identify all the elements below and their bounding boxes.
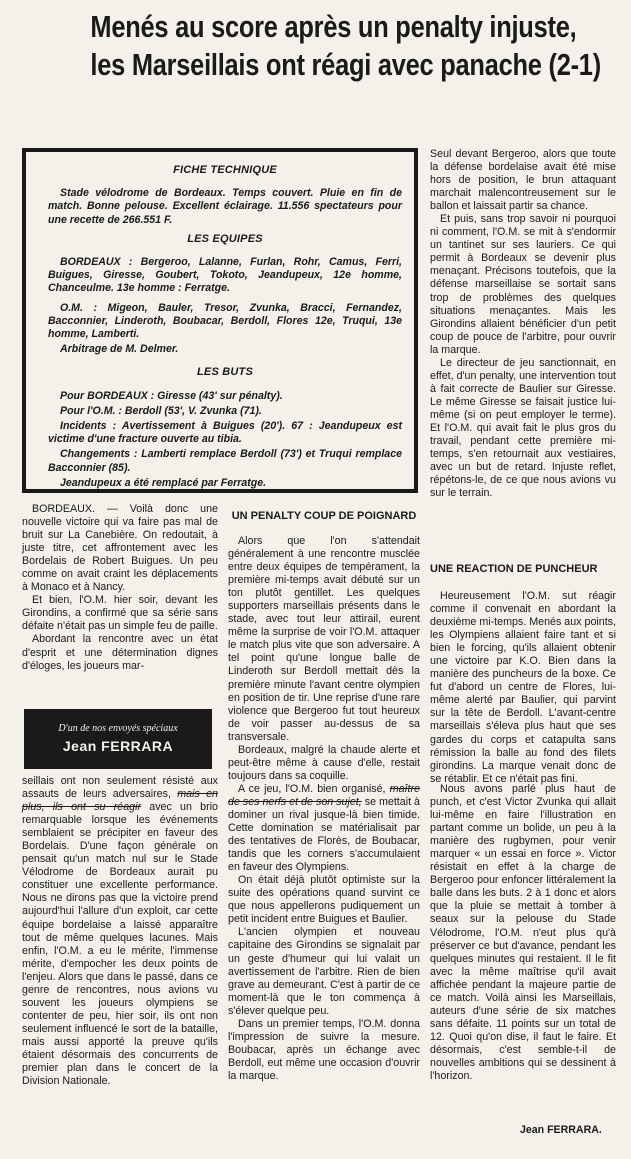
text-run: avec un brio remarquable lorsque les événements semblaient se précipiter en faveur des Bordelais. D'une façon générale on pensait qu'un match nul sur le Stade Vélodrome de Bordeaux aurait pu constituer une excellente performance. Nous ne dirons pas que la victoire prend aujourd'hui l'allure d'un exploit, car cette équipe bordelaise a laissé apparaître tout de même quelques lacunes. Mais enfin, l'O.M. a eu le mérite, l'immense mérite, d'empocher les deux points de l'enjeu. Alors que dans le passé, dans ce genre de rencontres, nous avions vu souvent les joueurs olympiens se contenter de peu, hier soir, ils ont non seulement influencé le sort de la bataille, mais aussi apporté la preuve qu'ils étaient désormais des concurrents de premier plan dans le concert de la Division Nationale. — [22, 801, 218, 1088]
changes: Changements : Lamberti remplace Berdoll (73') et Truqui remplace Bacconnier (85). — [48, 448, 402, 474]
byline-box — [24, 709, 212, 769]
signature: Jean FERRARA. — [520, 1124, 602, 1136]
article-paragraph: BORDEAUX. — Voilà donc une nouvelle victoire qui va faire pas mal de bruit sur La Canebière. On redoutait, à juste titre, cet affrontement avec les Bordelais de Robert Buigues. Un peu comme on avait craint les déplacements à Monaco et à Nancy. — [22, 503, 218, 594]
column-3-bottom — [430, 783, 616, 1083]
column-3-middle — [430, 563, 616, 786]
article-paragraph: Bordeaux, malgré la chaude alerte et peut-être même à cause d'elle, restait toujours dans sa coquille. — [228, 743, 420, 782]
column-1-top — [22, 503, 218, 673]
text-run: se mettait à dominer un rival jusque-là bien timide. Cette domination se matérialisait par des tentatives de Florès, de Boubacar, tandis que les corners s'accumulaient en faveur des Olympiens. — [228, 795, 420, 874]
byline-author: Jean FERRARA — [62, 738, 174, 754]
article-paragraph — [228, 783, 420, 874]
article-paragraph: L'ancien olympien et nouveau capitaine des Girondins se signalait par un geste d'humeur qui lui valait un avertissement de l'arbitre. Rien de bien grave au demeurant. C'est à partir de ce moment-là que le ton commença à s'élever quelque peu. — [228, 926, 420, 1017]
article-paragraph: Seul devant Bergeroo, alors que toute la défense bordelaise avait été mise hors de position, le brun attaquant marchait malencontreusement sur le ballon et laissait partir sa chance. — [430, 148, 616, 213]
column-1-bottom — [22, 775, 218, 1088]
teams-title: LES EQUIPES — [187, 232, 263, 245]
article-paragraph: Heureusement l'O.M. sut réagir comme il convenait en abordant la deuxième mi-temps. Menés aux points, les Olympiens allaient faire tant et si bien le forcing, qu'ils allaient obtenir une victoire par K.O. Bien dans la manière des puncheurs de la boxe. Ce fut d'abord un centre de Flores, lui-même alerté par Baulier, qui parvint sur la tête de Berdoll. L'avant-centre marseillais s'éleva plus haut que ses gardes du corps et catapulta sans rémission la balle au fond des filets girondins. La marque venait donc de se rétablir. Et ce n'était pas fini. — [430, 590, 616, 785]
column-3-top — [430, 148, 616, 500]
struck-text: mais en plus, ils ont su réagir — [22, 788, 218, 814]
headline — [90, 8, 601, 84]
article-paragraph: Le directeur de jeu sanctionnait, en effet, d'un penalty, une intervention tout à fait correcte de Baulier sur Giresse. Le même Giresse se faisait justice lui-même (si on peut employer le terme). Et l'O.M. qui avait fait le plus gros du travail, pendant cette première mi-temps, s'en retournait aux vestiaires, avec un but de retard. Injuste reflet, répétons-le, de ce que nous avions vu sur le terrain. — [430, 356, 616, 500]
replacement-note: Jeandupeux a été remplacé par Ferratge. — [60, 476, 267, 489]
headline-line-1: Menés au score après un penalty injuste, — [90, 9, 577, 44]
byline-caption: D'un de nos envoyés spéciaux — [58, 723, 178, 734]
article-paragraph — [22, 775, 218, 1088]
fiche-title: FICHE TECHNIQUE — [173, 164, 277, 176]
article-paragraph: Et puis, sans trop savoir ni pourquoi ni comment, l'O.M. se mit à s'endormir un tantinet sur ses lauriers. Ce qui permit à Bordeaux se devenir plus menaçant. Précisons toutefois, que la défense marseillaise se sortait sans trop de problèmes des quelques situations menaçantes. Mais les Girondins allaient bénéficier d'un petit coup de pouce de l'arbitre, pour ouvrir la marque. — [430, 213, 616, 356]
article-paragraph: Dans un premier temps, l'O.M. donna l'impression de suivre la mesure. Boubacar, après un échange avec Berdoll, eut même une occasion d'ouvrir la marque. — [228, 1017, 420, 1082]
struck-text: maître de ses nerfs et de son sujet, — [228, 782, 420, 808]
incidents: Incidents : Avertissement à Buigues (20'). 67 : Jeandupeux est victime d'une fracture ouverte au tibia. — [48, 420, 402, 446]
headline-line-2: les Marseillais ont réagi avec panache (2-1) — [90, 47, 601, 82]
goals-title: LES BUTS — [197, 366, 253, 379]
goals-om: Pour l'O.M. : Berdoll (53', V. Zvunka (71). — [60, 404, 262, 417]
article-paragraph: Alors que l'on s'attendait généralement à une rencontre musclée entre deux équipes de tempérament, la première mi-temps avait débuté sur un ton plutôt gentillet. Les quelques supporters marseillais présents dans le stade, avec tout leur attirail, eurent même la surprise de voir l'O.M. attaquer le match plus vite que son adversaire. A tel point qu'une longue balle de Linderoth sur Berdoll mettait dès la première minute l'avant centre olympien en position de tir. Une reprise d'une rare violence que Bergeroo fut tout heureux de voir passer au-dessus de sa transversale. — [228, 535, 420, 743]
subhead-reaction: UNE REACTION DE PUNCHEUR — [430, 563, 598, 575]
team-bordeaux: BORDEAUX : Bergeroo, Lalanne, Furlan, Rohr, Camus, Ferri, Buigues, Giresse, Goubert, Tokoto, Jeandupeux, 12e homme, Chanceulme. 13e homme : Ferratge. — [48, 256, 402, 295]
referee: Arbitrage de M. Delmer. — [60, 343, 179, 356]
goals-bordeaux: Pour BORDEAUX : Giresse (43' sur pénalty). — [60, 389, 283, 402]
article-paragraph: On était déjà plutôt optimiste sur la suite des opérations quand survint ce que nous appellerons pudiquement un petit incident entre Buigues et Baulier. — [228, 874, 420, 926]
team-om: O.M. : Migeon, Bauler, Tresor, Zvunka, Bracci, Fernandez, Bacconnier, Linderoth, Boubacar, Berdoll, Flores 12e, Truqui, 13e homme, Lamberti. — [48, 301, 402, 341]
article-paragraph: Abordant la rencontre avec un état d'esprit et une détermination dignes d'éloges, les joueurs mar- — [22, 633, 218, 672]
text-run: A ce jeu, l'O.M. bien organisé, — [238, 782, 386, 795]
column-2 — [228, 510, 420, 1083]
article-paragraph: Et bien, l'O.M. hier soir, devant les Girondins, a confirmé que sa série sans défaite n'était pas un simple feu de paille. — [22, 594, 218, 633]
article-paragraph: Nous avons parlé plus haut de punch, et c'est Victor Zvunka qui allait lui-même en faire l'illustration en partant comme un bolide, un peu à la manière des rugbymen, pour venir marquer « un essai en force ». Victor résistait en effet à la charge de Bergeroo pour enfoncer littéralement la balle dans les buts. 2 à 1 donc et alors que la pluie se mettait à tomber à seaux sur la pelouse du Stade Vélodrome, l'O.M. n'eut plus qu'à préserver ce but d'avance, pendant les quelques minutes qui restaient. Il le fit avec la même maîtrise qu'il avait affichée pendant la majeure partie de ce match. Voilà ainsi les Marseillais, auteurs d'une série de six matches sans défaite. 11 points sur un total de 12. Quoi qu'on dise, il faut le faire. Et désormais, c'est semble-t-il de nouvelles ambitions qui se dessinent à l'horizon. — [430, 783, 616, 1083]
fiche-technique-box — [22, 148, 418, 493]
text-run: seillais ont non seulement résisté aux assauts de leurs adversaires, — [22, 775, 218, 801]
fiche-stadium: Stade vélodrome de Bordeaux. Temps couvert. Pluie en fin de match. Bonne pelouse. Excellent éclairage. 11.556 spectateurs pour une recette de 266.551 F. — [48, 187, 402, 226]
subhead-penalty: UN PENALTY COUP DE POIGNARD — [231, 510, 417, 522]
